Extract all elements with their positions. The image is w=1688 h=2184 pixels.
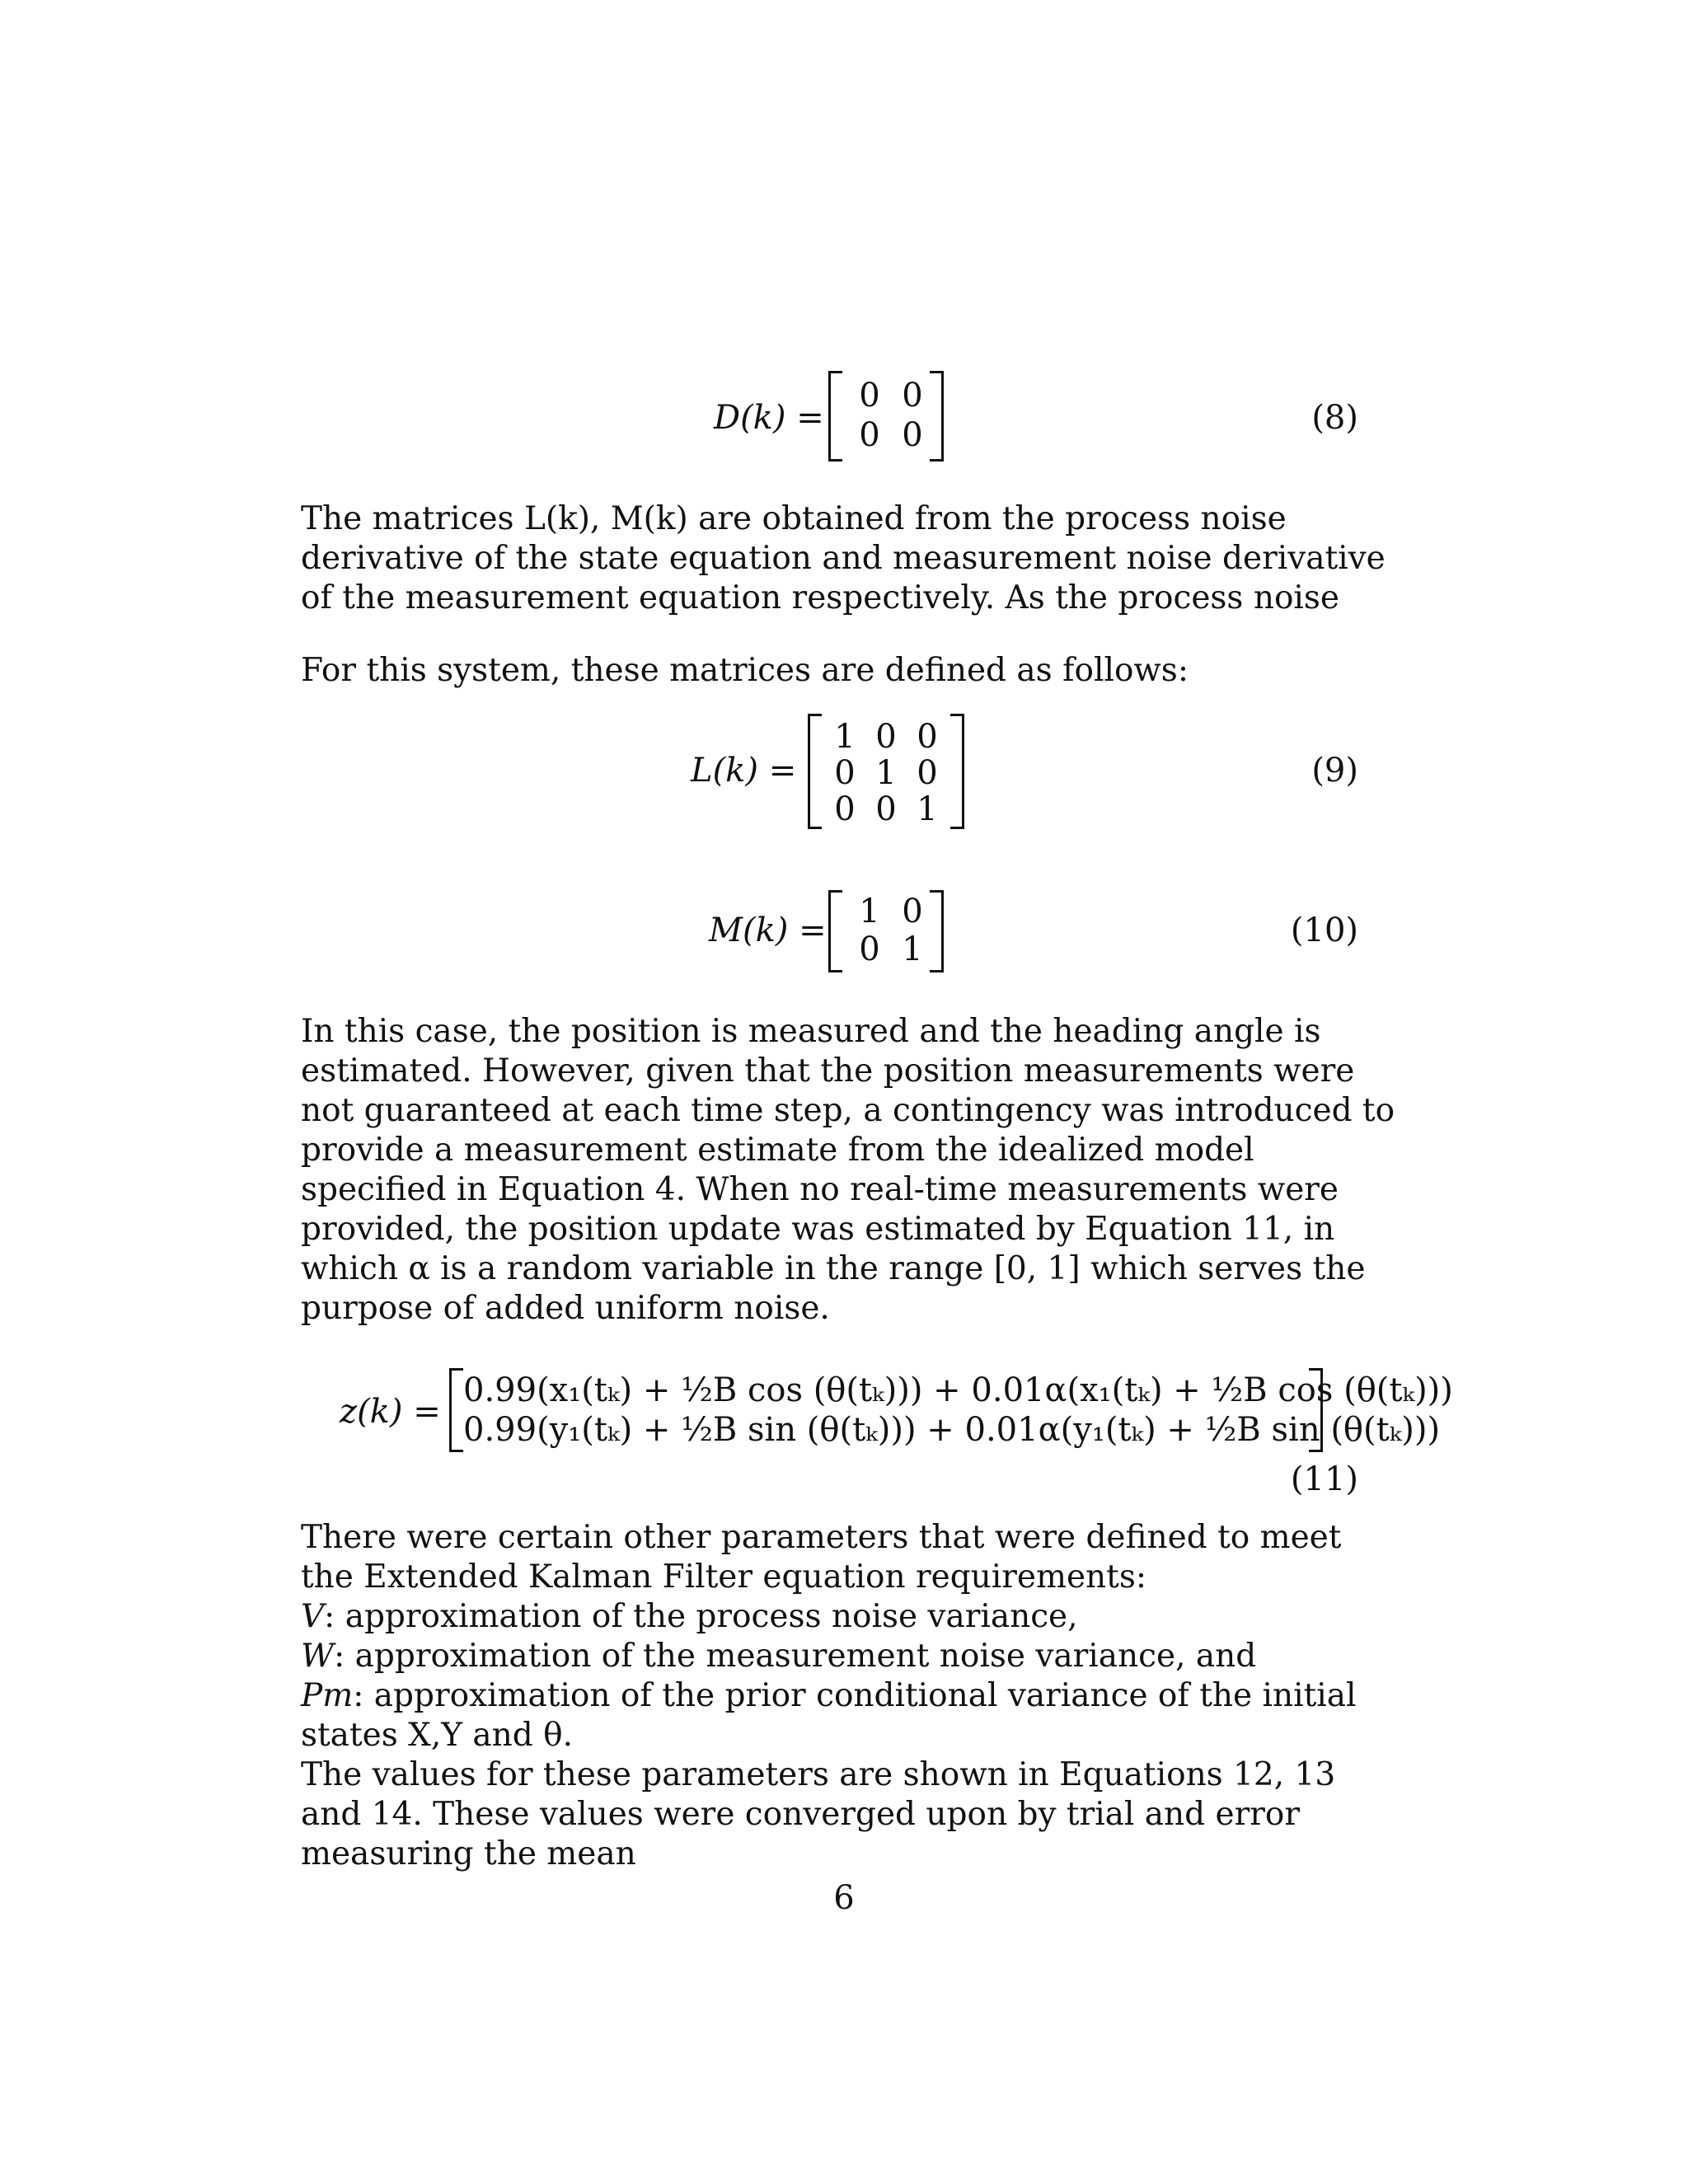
equation-9-lhs: L(k) =	[691, 752, 797, 790]
equation-number: (11)	[1290, 1460, 1358, 1498]
left-bracket	[808, 714, 822, 829]
param-w	[301, 1637, 1397, 1676]
param-v	[301, 1597, 1397, 1637]
page-number: 6	[833, 1879, 855, 1917]
z-row-2: 0.99(y₁(tₖ) + ½B sin (θ(tₖ))) + 0.01α(y₁(tₖ) + ½B sin (θ(tₖ)))	[463, 1411, 1441, 1449]
equation-11-lhs: z(k) =	[340, 1393, 441, 1431]
left-bracket	[449, 1368, 463, 1452]
matrix-cell: 0	[902, 416, 923, 454]
matrix-cell: 0	[917, 754, 938, 792]
paragraph-system	[301, 651, 1397, 691]
matrix-cell: 1	[902, 930, 923, 968]
param-pm-label: Pm	[301, 1677, 354, 1714]
equation-10-lhs: M(k) =	[709, 912, 827, 949]
param-w-label: W	[301, 1638, 335, 1675]
matrix-cell: 1	[834, 718, 856, 756]
matrix-cell: 1	[859, 893, 880, 930]
matrix-m	[828, 890, 944, 972]
right-bracket	[930, 371, 944, 462]
param-pm-text: : approximation of the prior conditional variance of the initial states X,Y and θ.	[301, 1677, 1357, 1754]
param-w-text: : approximation of the measurement noise variance, and	[334, 1638, 1257, 1675]
left-bracket	[828, 890, 842, 972]
param-v-label: V	[301, 1598, 325, 1635]
matrix-cell: 1	[875, 754, 897, 792]
matrix-cell: 0	[834, 754, 856, 792]
equation-number: (9)	[1311, 752, 1358, 790]
left-bracket	[828, 371, 842, 462]
matrix-cell: 0	[875, 790, 897, 828]
paragraph-text: For this system, these matrices are defined as follows:	[301, 652, 1189, 689]
matrix-cell: 1	[917, 790, 938, 828]
paragraph-text: There were certain other parameters that were defined to meet the Extended Kalman Filter equation requirements:	[301, 1519, 1342, 1596]
equation-9	[0, 709, 1688, 832]
equation-number: (10)	[1290, 912, 1358, 949]
param-v-text: : approximation of the process noise variance,	[324, 1598, 1078, 1635]
z-row-1: 0.99(x₁(tₖ) + ½B cos (θ(tₖ))) + 0.01α(x₁(tₖ) + ½B cos (θ(tₖ)))	[463, 1371, 1453, 1409]
paragraph-text: The values for these parameters are shown in Equations 12, 13 and 14. These values were converged upon by trial and error measuring the mean	[301, 1756, 1336, 1872]
matrix-cell: 0	[859, 377, 880, 415]
matrix-cell: 0	[859, 930, 880, 968]
matrix-cell: 0	[902, 893, 923, 930]
param-pm	[301, 1676, 1397, 1755]
matrix-l	[808, 714, 964, 829]
equation-11	[0, 1368, 1688, 1500]
matrix-cell: 0	[834, 790, 856, 828]
equation-8	[0, 363, 1688, 494]
matrix-d	[828, 371, 944, 462]
right-bracket	[950, 714, 964, 829]
paragraph-contingency	[301, 1012, 1397, 1329]
matrix-cell: 0	[902, 377, 923, 415]
equation-8-lhs: D(k) =	[714, 399, 824, 437]
equation-10	[0, 882, 1688, 981]
matrix-cell: 0	[875, 718, 897, 756]
paragraph-matrices	[301, 499, 1397, 618]
paragraph-text: In this case, the position is measured and the heading angle is estimated. However, given that the position measurements were not guaranteed at each time step, a contingency was introduced to provide a measurement estimate from the idealized model specified in Equation 4. When no real-time measurements were provided, the position update was estimated by Equation 11, in which α is a random variable in the range [0, 1] which serves the purpose of added uniform noise.	[301, 1013, 1395, 1327]
right-bracket	[930, 890, 944, 972]
paragraph-text: The matrices L(k), M(k) are obtained from the process noise derivative of the state equation and measurement noise derivative of the measurement equation respectively. As the process noise	[301, 500, 1386, 616]
matrix-cell: 0	[917, 718, 938, 756]
equation-number: (8)	[1311, 399, 1358, 437]
paragraph-parameters	[301, 1518, 1397, 1874]
matrix-cell: 0	[859, 416, 880, 454]
